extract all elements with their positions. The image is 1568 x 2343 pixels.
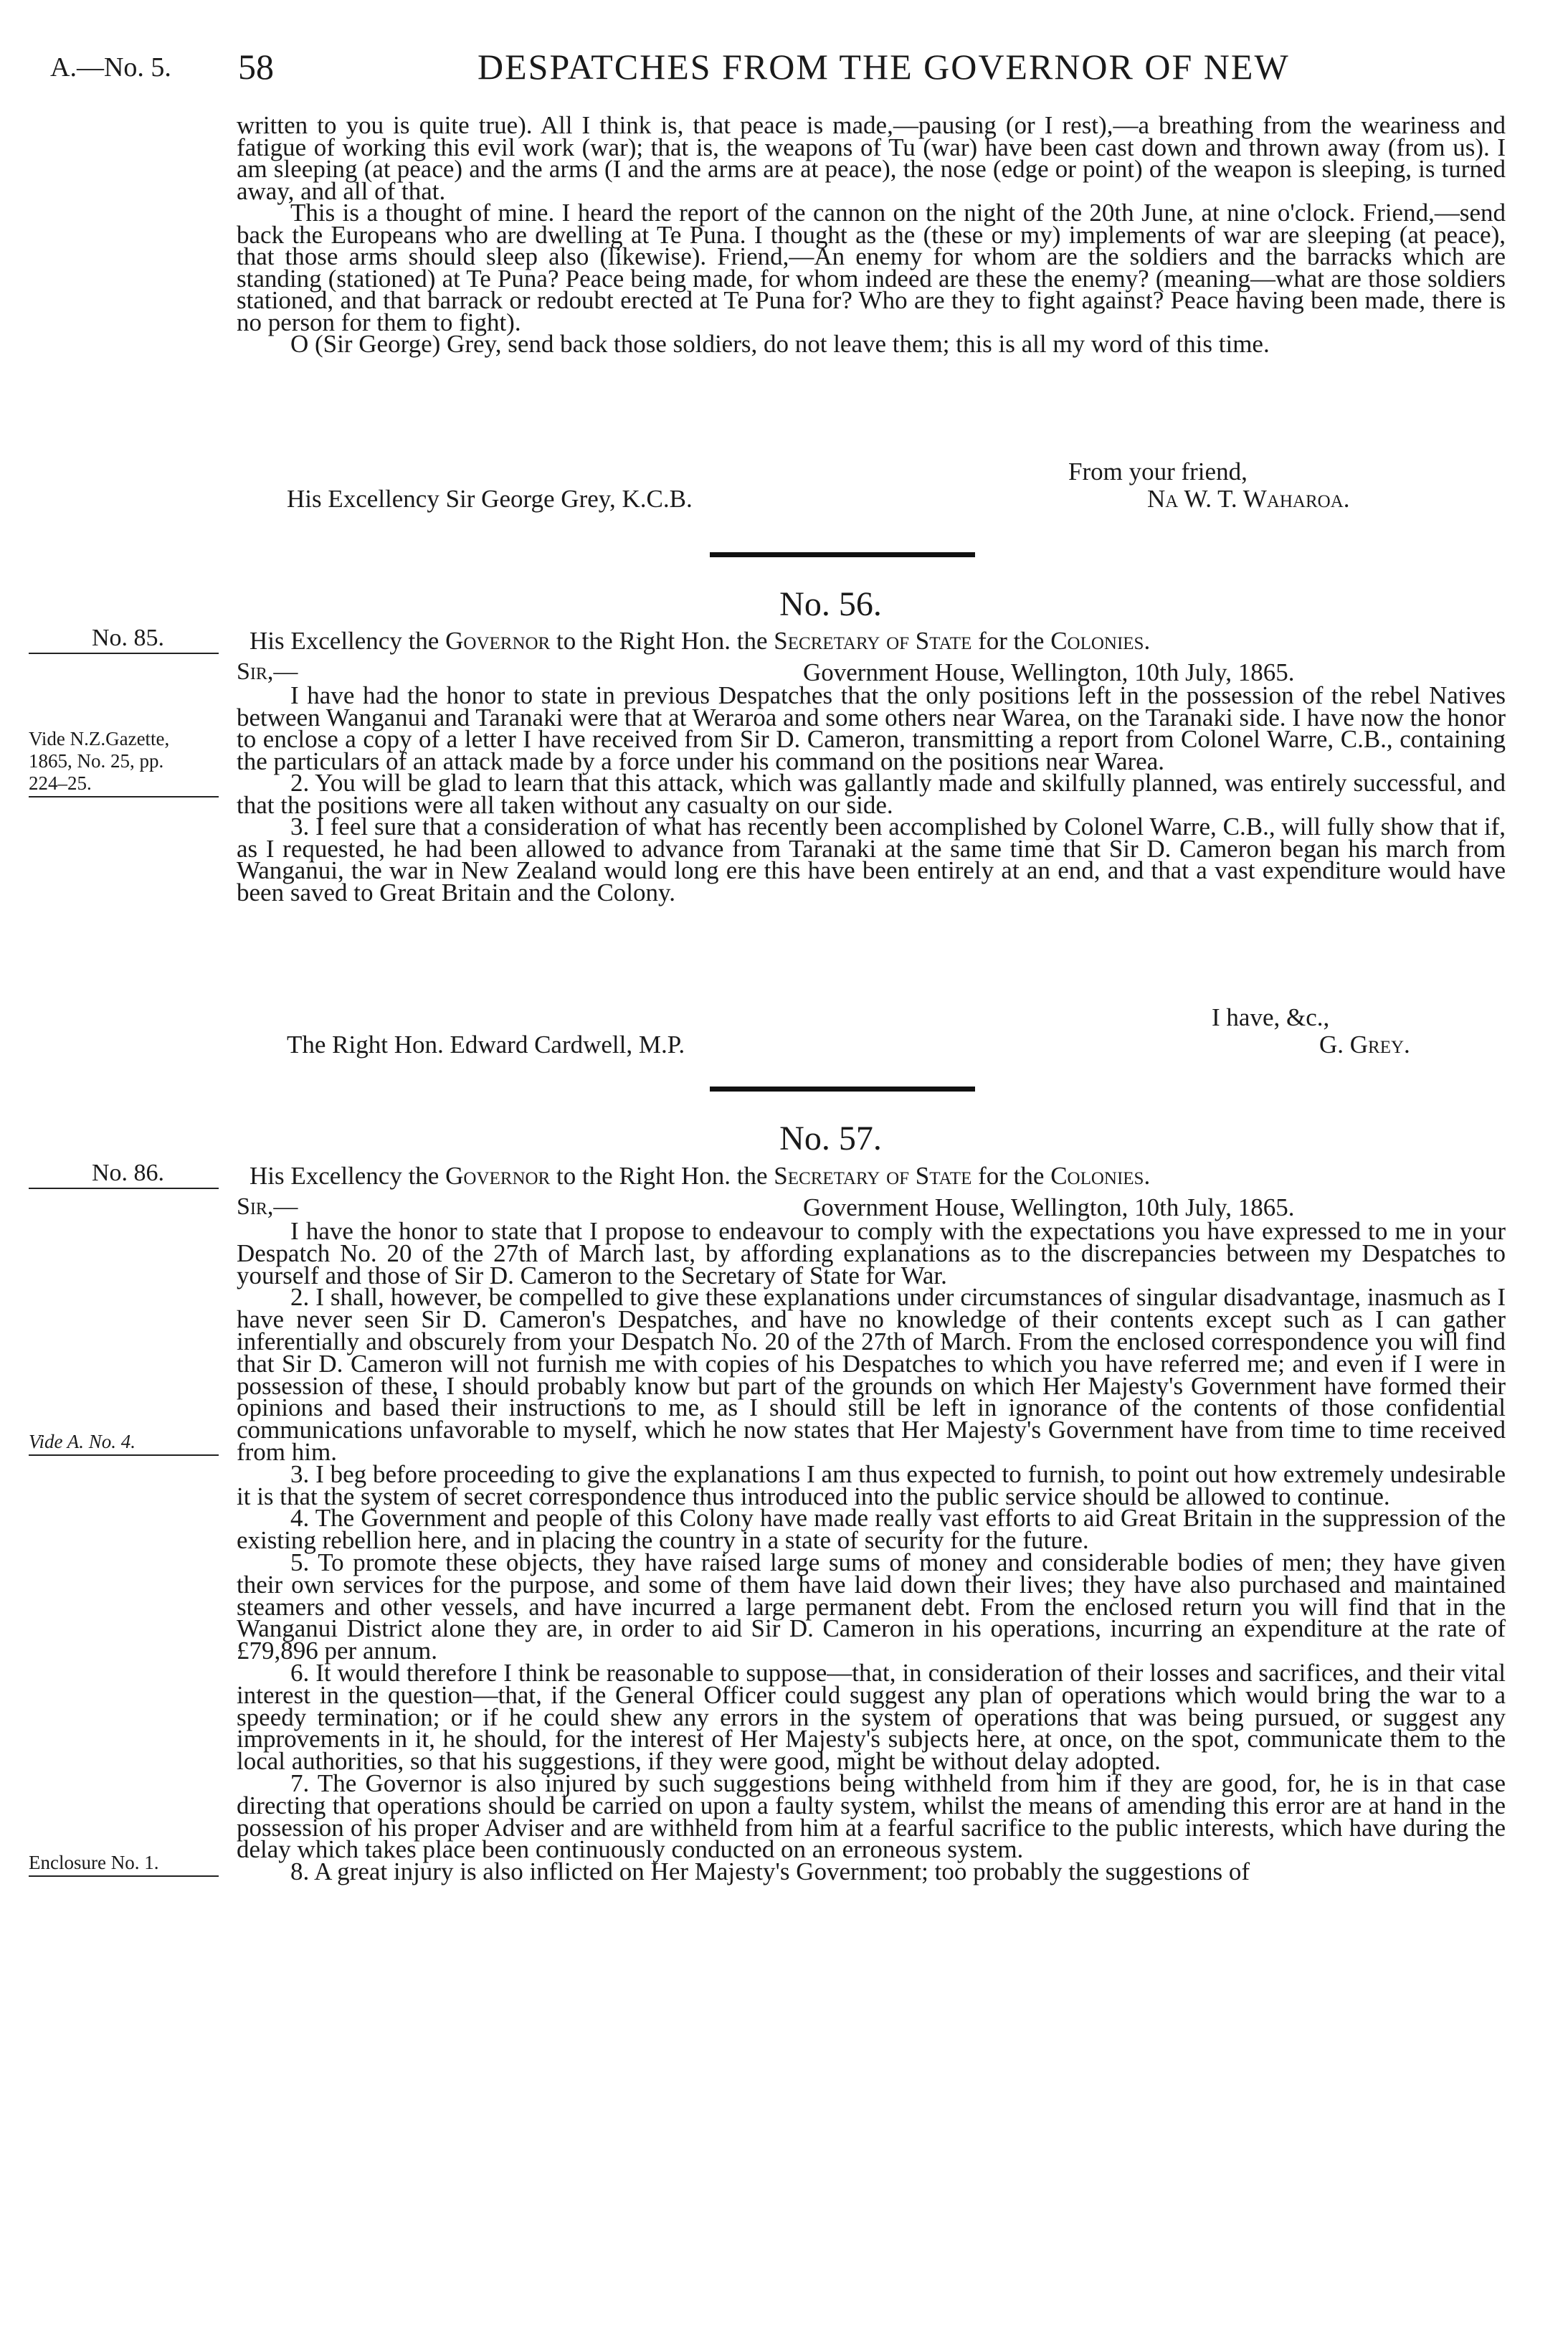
margin-note-number: No. 86. [29, 1162, 219, 1189]
paragraph: written to you is quite true). All I think is, that peace is made,—pausing (or I rest),—a breathing from the weariness and fatigue of working this evil work (war); that is, the weapons of Tu (war) have been cast down and thrown away (from us). I am sleeping (at peace) and the arms (I and the arms are at peace), the nose (edge or point) of the weapon is sleeping, is turned away, and all of that. [237, 111, 1506, 205]
margin-note-enclosure: Enclosure No. 1. [29, 1852, 219, 1877]
letter-signature: Na W. T. Waharoa. [1147, 485, 1350, 513]
paragraph: 2. You will be glad to learn that this attack, which was gallantly made and skilfully planned, was entirely successful, and that the positions were all taken without any casualty on our side. [237, 769, 1506, 819]
despatch-heading: His Excellency the Governor to the Right Hon. the Secretary of State for the Colonies. [250, 1162, 1151, 1190]
salutation: Sir,— [237, 1193, 298, 1220]
despatch-number: No. 56. [779, 585, 882, 623]
paragraph: 4. The Government and people of this Colony have made really vast efforts to aid Great Britain in the suppression of the existing rebellion here, and in placing the country in a state of security for the future. [237, 1504, 1506, 1555]
despatch-address: Government House, Wellington, 10th July, 1865. [803, 658, 1295, 686]
page-number: 58 [238, 47, 274, 87]
letter-addressee: His Excellency Sir George Grey, K.C.B. [287, 485, 693, 513]
paragraph: 7. The Governor is also injured by such suggestions being withheld from him if they are good, for, he is in that case directing that operations should be carried on upon a faulty system, whilst the means of amending this error are at hand in the possession of his proper Adviser and are withheld from him at a fearful sacrifice to the public interests, which have during the delay which takes place been continuously conducted on an erroneous system. [237, 1769, 1506, 1864]
paragraph: 6. It would therefore I think be reasonable to suppose—that, in consideration of their losses and sacrifices, and their vital interest in the question—that, if the General Officer could suggest any plan of operations which would bring the war to a speedy termination; or if he could shew any errors in the system of operations that was being pursued, or suggest any improvements in it, he should, for the interest of Her Majesty's subjects here, at once, on the spot, communicate them to the local authorities, so that his suggestions, if they were good, might be without delay adopted. [237, 1658, 1506, 1776]
margin-note-vide: Vide A. No. 4. [29, 1431, 219, 1456]
paragraph: I have had the honor to state in previous Despatches that the only positions left in the possession of the rebel Natives between Wanganui and Taranaki were that at Weraroa and some others near Warea, on the Taranaki side. I have now the honor to enclose a copy of a letter I have received from Sir D. Cameron, transmitting a report from Colonel Warre, C.B., containing the particulars of an attack made by a force under his command on the positions near Warea. [237, 681, 1506, 775]
paragraph: 3. I feel sure that a consideration of what has recently been accomplished by Colonel Warre, C.B., will fully show that if, as I requested, he had been allowed to advance from Taranaki at the same time that Sir D. Cameron began his march from Wanganui, the war in New Zealand would long ere this have been entirely at an end, and that a vast expenditure would have been saved to Great Britain and the Colony. [237, 813, 1506, 907]
letter-closing: From your friend, [1068, 458, 1248, 486]
section-divider [710, 552, 975, 557]
despatch-body [237, 1217, 1506, 1886]
paragraph: 5. To promote these objects, they have raised large sums of money and considerable bodies of men; they have given their own services for the purpose, and some of them have laid down their lives; they have also purchased and maintained steamers and other vessels, and have incurred a large permanent debt. From the enclosed return you will find that in the Wanganui District alone they are, in order to aid Sir D. Cameron in his operations, incurring an expenditure at the rate of £79,896 per annum. [237, 1548, 1506, 1665]
margin-note-vide: Vide N.Z.Gazette, 1865, No. 25, pp. 224–25. [29, 728, 219, 797]
despatch-number: No. 57. [779, 1120, 882, 1158]
margin-note-number: No. 85. [29, 627, 219, 654]
running-title: DESPATCHES FROM THE GOVERNOR OF NEW [477, 47, 1290, 87]
despatch-closing: I have, &c., [1212, 1003, 1330, 1031]
paragraph: This is a thought of mine. I heard the report of the cannon on the night of the 20th June, at nine o'clock. Friend,—send back the Europeans who are dwelling at Te Puna. I thought as the (these or my) implements of war are sleeping (at peace), that those arms should sleep also (likewise). Friend,—An enemy for whom are the soldiers and the barracks which are standing (stationed) at Te Puna? Peace being made, for whom indeed are these the enemy? (meaning—what are those soldiers stationed, and that barrack or redoubt erected at Te Puna for? Who are they to fight against? Peace having been made, there is no person for them to fight). [237, 199, 1506, 336]
paragraph: O (Sir George) Grey, send back those soldiers, do not leave them; this is all my word of this time. [290, 330, 1270, 358]
despatch-recipient: The Right Hon. Edward Cardwell, M.P. [287, 1031, 685, 1059]
despatch-body [237, 681, 1506, 907]
letter-continuation [237, 111, 1506, 358]
despatch-heading: His Excellency the Governor to the Right Hon. the Secretary of State for the Colonies. [250, 627, 1151, 655]
paragraph: 8. A great injury is also inflicted on Her Majesty's Government; too probably the suggestions of [290, 1857, 1250, 1886]
salutation: Sir,— [237, 658, 298, 685]
paragraph: I have the honor to state that I propose to endeavour to comply with the expectations you have expressed to me in your Despatch No. 20 of the 27th of March last, by affording explanations as to the discrepancies between my Despatches to yourself and those of Sir D. Cameron to the Secretary of State for War. [237, 1217, 1506, 1289]
despatch-signature: G. Grey. [1319, 1031, 1410, 1059]
paragraph: 2. I shall, however, be compelled to give these explanations under circumstances of singular disadvantage, inasmuch as I have never seen Sir D. Cameron's Despatches, and have no knowledge of their contents except such as I can gather inferentially and obscurely from your Despatch No. 20 of the 27th of March. From the enclosed correspondence you will find that Sir D. Cameron will not furnish me with copies of his Despatches to which you have referred me; and even if I were in possession of these, I should probably know but part of the grounds on which Her Majesty's Government have formed their opinions and based their instructions to me, as I should still be left in ignorance of the contents of those confidential communications unfavorable to myself, which he now states that Her Majesty's Government have from time to time received from him. [237, 1283, 1506, 1466]
paragraph: 3. I beg before proceeding to give the explanations I am thus expected to furnish, to point out how extremely undesirable it is that the system of secret correspondence thus introduced into the public service should be allowed to continue. [237, 1459, 1506, 1510]
despatch-address: Government House, Wellington, 10th July, 1865. [803, 1193, 1295, 1221]
running-header [50, 44, 1518, 87]
section-divider [710, 1087, 975, 1092]
document-reference: A.—No. 5. [50, 52, 171, 82]
